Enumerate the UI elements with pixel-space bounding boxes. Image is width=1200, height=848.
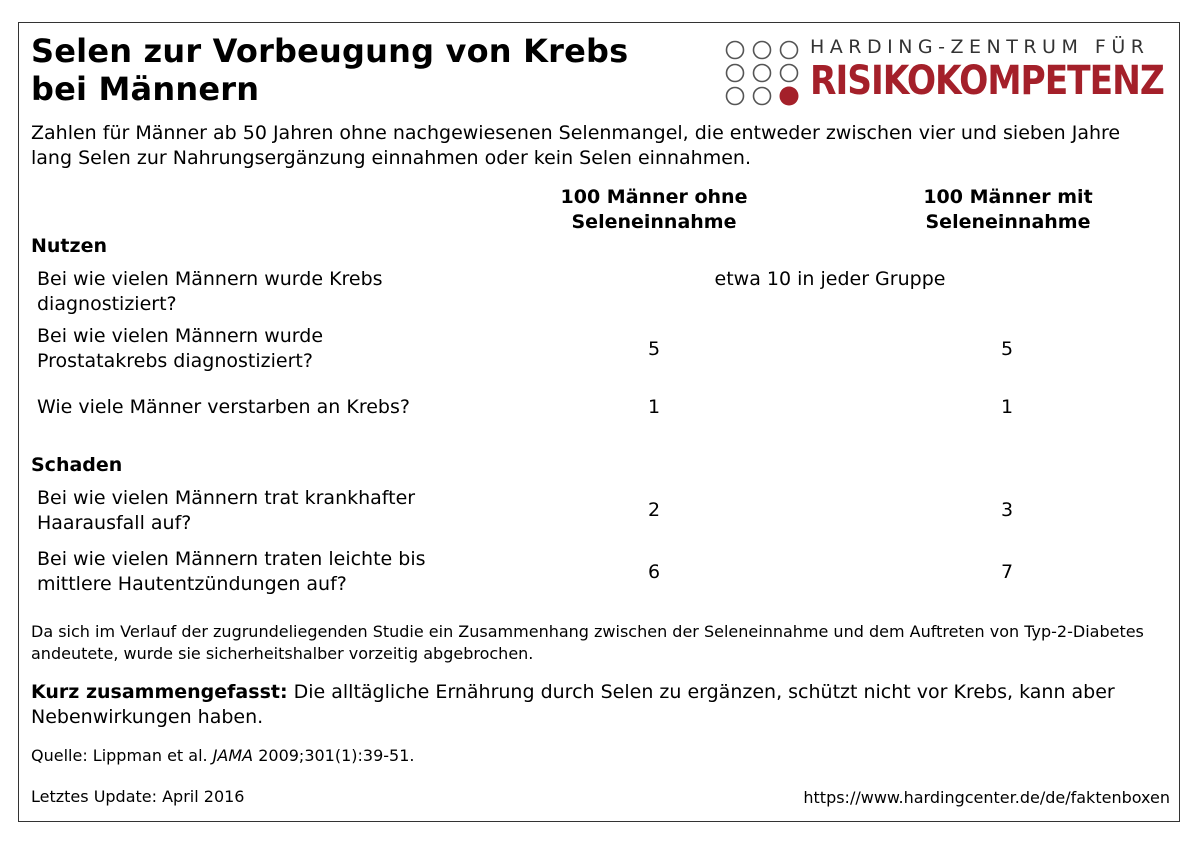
source-citation-details: 2009;301(1):39-51. <box>253 746 415 765</box>
question-skin-inflammation <box>37 547 497 597</box>
question-line: Bei wie vielen Männern trat krankhafter <box>37 487 416 509</box>
value-hair-loss-with: 3 <box>1000 499 1014 521</box>
value-skin-with: 7 <box>1000 561 1014 583</box>
value-hair-loss-without: 2 <box>647 499 661 521</box>
column-header-2-line-1: 100 Männer mit <box>923 186 1093 208</box>
question-line: Prostatakrebs diagnostiziert? <box>37 350 313 372</box>
source-prefix: Quelle: Lippman et al. <box>31 746 213 765</box>
question-cancer-deaths: Wie viele Männer verstarben an Krebs? <box>37 396 410 418</box>
title-line-1: Selen zur Vorbeugung von Krebs <box>31 32 629 70</box>
benefits-heading: Nutzen <box>31 235 107 257</box>
logo-dots-icon <box>724 40 804 106</box>
value-skin-without: 6 <box>647 561 661 583</box>
value-prostate-without: 5 <box>647 338 661 360</box>
value-deaths-with: 1 <box>1000 396 1014 418</box>
factbox-url: https://www.hardingcenter.de/de/faktenboxen <box>803 788 1170 807</box>
column-header-1-line-2: Seleneinnahme <box>571 211 737 233</box>
summary-label: Kurz zusammengefasst: <box>31 681 288 703</box>
title-line-2: bei Männern <box>31 70 260 108</box>
value-deaths-without: 1 <box>647 396 661 418</box>
source-journal: JAMA <box>212 746 254 765</box>
harding-center-logo <box>724 36 1164 108</box>
question-line: mittlere Hautentzündungen auf? <box>37 573 347 595</box>
logo-main-text: RISIKOKOMPETENZ <box>810 58 1164 104</box>
merged-value-cancer: etwa 10 in jeder Gruppe <box>714 268 946 290</box>
column-header-2-line-2: Seleneinnahme <box>925 211 1091 233</box>
logo-top-text: HARDING-ZENTRUM FÜR <box>810 36 1150 58</box>
summary <box>31 680 1161 730</box>
question-line: diagnostiziert? <box>37 293 177 315</box>
question-line: Bei wie vielen Männern wurde <box>37 325 324 347</box>
intro-text: Zahlen für Männer ab 50 Jahren ohne nachgewiesenen Selenmangel, die entweder zwischen vier und sieben Jahre lang Selen zur Nahrungsergänzung einnahmen oder kein Selen einnahmen. <box>31 122 1121 169</box>
source-citation <box>31 745 415 767</box>
value-prostate-with: 5 <box>1000 338 1014 360</box>
question-hair-loss <box>37 486 497 536</box>
summary-text: Die alltägliche Ernährung durch Selen zu ergänzen, schützt nicht vor Krebs, kann aber Nebenwirkungen haben. <box>31 681 1115 728</box>
question-cancer-diagnosed <box>37 267 497 317</box>
question-line: Haarausfall auf? <box>37 512 192 534</box>
column-header-1-line-1: 100 Männer ohne <box>560 186 748 208</box>
question-line: Bei wie vielen Männern traten leichte bis <box>37 548 426 570</box>
study-note: Da sich im Verlauf der zugrundeliegenden Studie ein Zusammenhang zwischen der Seleneinnahme und dem Auftreten von Typ-2-Diabetes andeutete, wurde sie sicherheitshalber vorzeitig abgebrochen. <box>31 622 1144 663</box>
column-header-with-selenium <box>874 185 1142 235</box>
last-update: Letztes Update: April 2016 <box>31 787 245 806</box>
harms-heading: Schaden <box>31 454 123 476</box>
question-prostate-cancer <box>37 324 497 374</box>
question-line: Bei wie vielen Männern wurde Krebs <box>37 268 383 290</box>
column-header-without-selenium <box>520 185 788 235</box>
page-title <box>31 32 628 108</box>
